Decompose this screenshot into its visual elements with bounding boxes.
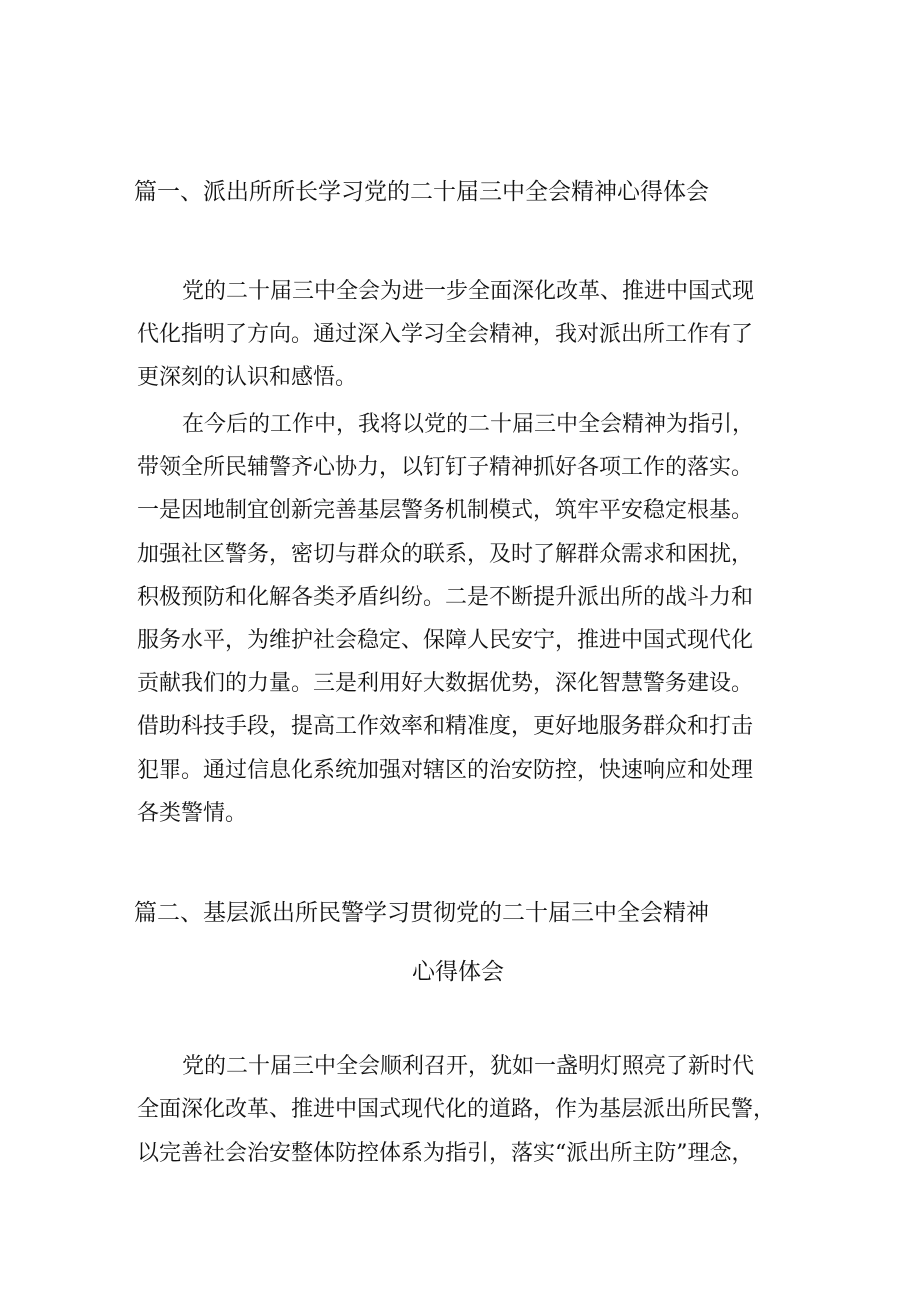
section2-paragraph1-line: 全面深化改革、推进中国式现代化的道路，作为基层派出所民警， [137,1097,776,1122]
section1-paragraph1-line: 党的二十届三中全会为进一步全面深化改革、推进中国式现 [182,279,755,304]
section1-paragraph2-line: 贡献我们的力量。三是利用好大数据优势，深化智慧警务建设。 [137,671,754,696]
section2-paragraph1-line: 党的二十届三中全会顺利召开，犹如一盏明灯照亮了新时代 [182,1054,755,1079]
section1-paragraph2-line: 借助科技手段，提高工作效率和精准度，更好地服务群众和打击 [137,714,754,739]
section1-title: 篇一、派出所所长学习党的二十届三中全会精神心得体会 [134,179,709,205]
section1-paragraph2-line: 积极预防和化解各类矛盾纠纷。二是不断提升派出所的战斗力和 [137,585,754,610]
section1-paragraph2-line: 加强社区警务，密切与群众的联系，及时了解群众需求和困扰， [137,542,754,567]
section2-title-line1: 篇二、基层派出所民警学习贯彻党的二十届三中全会精神 [134,900,709,926]
section1-paragraph2-line: 带领全所民辅警齐心协力，以钉钉子精神抓好各项工作的落实。 [137,455,754,480]
section2-paragraph1-line: 以完善社会治安整体防控体系为指引，落实“派出所主防”理念， [137,1141,754,1166]
section1-paragraph2-line: 一是因地制宜创新完善基层警务机制模式，筑牢平安稳定根基。 [137,498,754,523]
section1-paragraph1-line: 代化指明了方向。通过深入学习全会精神，我对派出所工作有了 [137,322,754,347]
section1-paragraph2-line: 在今后的工作中，我将以党的二十届三中全会精神为指引， [182,412,755,437]
section1-paragraph2-line: 犯罪。通过信息化系统加强对辖区的治安防控，快速响应和处理 [137,758,754,783]
section1-paragraph1-line: 更深刻的认识和感悟。 [137,365,358,390]
section2-title-line2: 心得体会 [412,959,504,985]
section1-paragraph2-line: 服务水平，为维护社会稳定、保障人民安宁，推进中国式现代化 [137,628,754,653]
section1-paragraph2-line: 各类警情。 [137,801,248,826]
